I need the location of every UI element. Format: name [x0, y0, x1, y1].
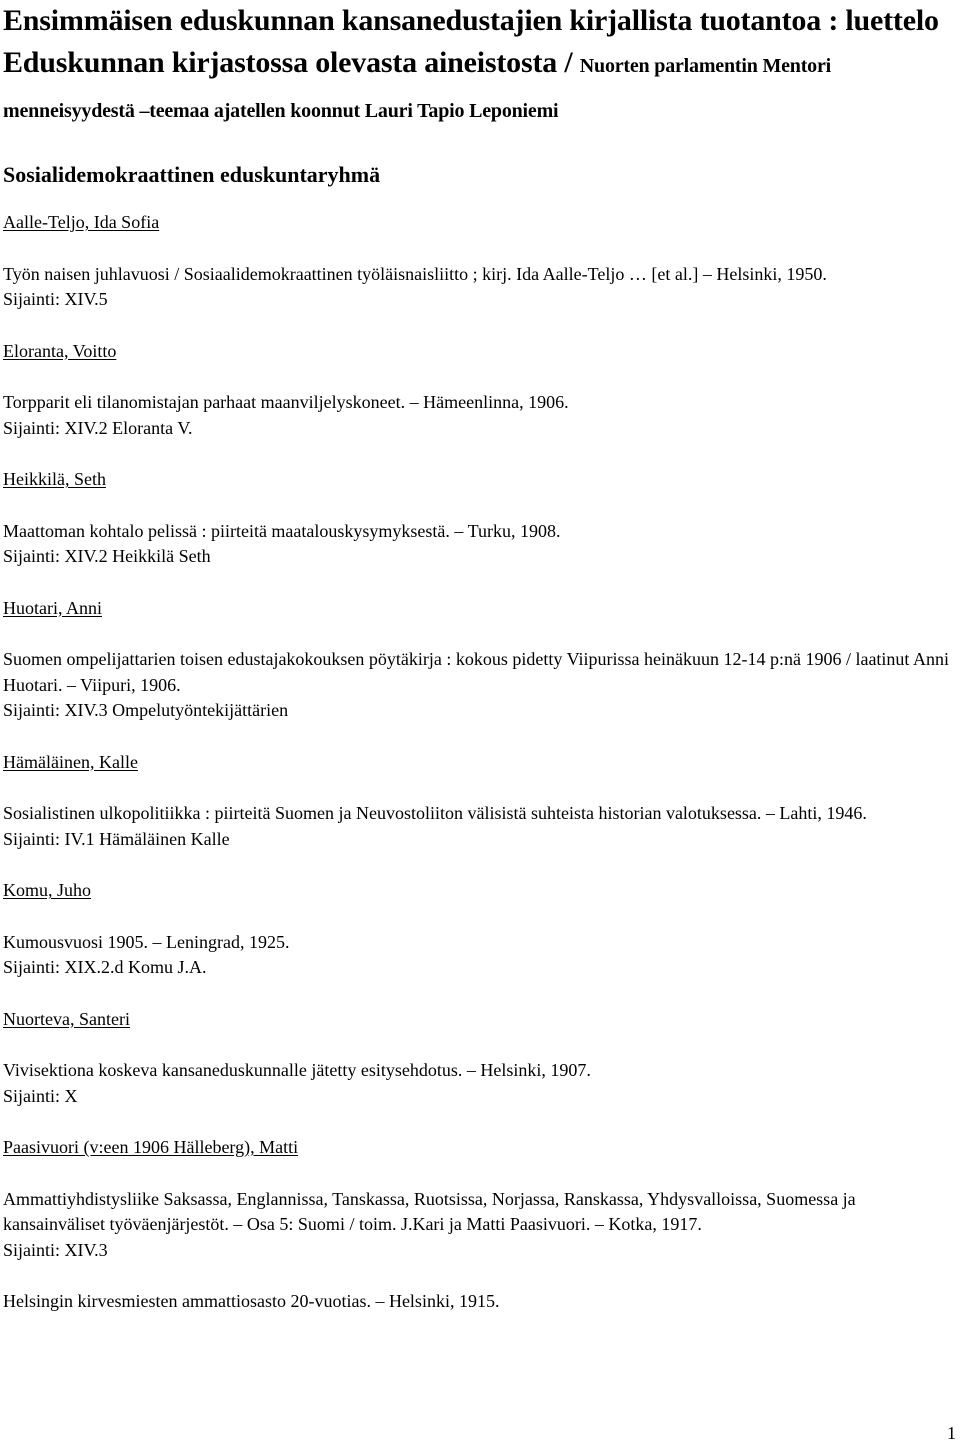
author-link[interactable]: Aalle-Teljo, Ida Sofia: [3, 212, 160, 232]
title-main: Ensimmäisen eduskunnan kansanedustajien kirjallista tuotantoa : luettelo Eduskunnan kirjastossa olevasta aineistosta /: [3, 4, 939, 79]
author-link[interactable]: Komu, Juho: [3, 880, 92, 900]
entry-location: Sijainti: XIV.2 Eloranta V.: [3, 417, 193, 438]
author-link[interactable]: Nuorteva, Santeri: [3, 1008, 130, 1029]
entry-location: Sijainti: IV.1 Hämäläinen Kalle: [3, 828, 230, 849]
entry-text: Sosialistinen ulkopolitiikka : piirteitä Suomen ja Neuvostoliiton välisistä suhteista historian valotuksessa. – Lahti, 1946.: [3, 803, 867, 823]
list-item: [3, 1187, 956, 1264]
entry-location: Sijainti: XIV.2 Heikkilä Seth: [3, 546, 211, 566]
list-item: [3, 647, 956, 724]
entry-text: Kumousvuosi 1905. – Leningrad, 1925.: [3, 931, 290, 952]
list-item: [3, 262, 956, 313]
entry-text: Vivisektiona koskeva kansaneduskunnalle jätetty esitysehdotus. – Helsinki, 1907.: [3, 1060, 591, 1080]
entry-text: Työn naisen juhlavuosi / Sosiaalidemokraattinen työläisnaisliitto ; kirj. Ida Aalle-Teljo … [et al.] – Helsinki, 1950.: [3, 263, 827, 284]
group-heading: Sosialidemokraattinen eduskuntaryhmä: [3, 162, 381, 187]
entry-location: Sijainti: X: [3, 1085, 78, 1106]
author-link[interactable]: Eloranta, Voitto: [3, 340, 117, 361]
author-link[interactable]: Hämäläinen, Kalle: [3, 751, 138, 772]
entry-list: [3, 210, 956, 1315]
page-number: 1: [947, 1423, 956, 1443]
list-item: [3, 930, 956, 981]
list-item: [3, 390, 956, 441]
list-item: [3, 1058, 956, 1109]
list-item: [3, 801, 956, 852]
title-subtitle: Nuorten parlamentin Mentori menneisyydestä –teemaa ajatellen koonnut Lauri Tapio Leponiemi: [3, 55, 832, 122]
author-link[interactable]: Huotari, Anni: [3, 597, 102, 618]
entry-text: Helsingin kirvesmiesten ammattiosasto 20-vuotias. – Helsinki, 1915.: [3, 1291, 500, 1311]
document-title: [3, 0, 956, 132]
list-item: [3, 1289, 956, 1315]
author-link[interactable]: Heikkilä, Seth: [3, 469, 106, 489]
entry-location: Sijainti: XIX.2.d Komu J.A.: [3, 957, 207, 977]
entry-text: Maattoman kohtalo pelissä : piirteitä maatalouskysymyksestä. – Turku, 1908.: [3, 520, 561, 541]
entry-location: Sijainti: XIV.3: [3, 1239, 108, 1260]
entry-text: Ammattiyhdistysliike Saksassa, Englannissa, Tanskassa, Ruotsissa, Norjassa, Ranskassa, Yhdysvalloissa, Suomessa ja kansainväliset työväenjärjestöt. – Osa 5: Suomi / toim. J.Kari ja Matti Paasivuori. – Kotka, 1917.: [3, 1188, 856, 1234]
entry-text: Torpparit eli tilanomistajan parhaat maanviljelyskoneet. – Hämeenlinna, 1906.: [3, 392, 569, 412]
entry-location: Sijainti: XIV.5: [3, 289, 108, 309]
list-item: [3, 519, 956, 570]
entry-location: Sijainti: XIV.3 Ompelutyöntekijättärien: [3, 700, 289, 720]
entry-text: Suomen ompelijattarien toisen edustajakokouksen pöytäkirja : kokous pidetty Viipurissa heinäkuun 12-14 p:nä 1906 / laatinut Anni Huotari. – Viipuri, 1906.: [3, 649, 949, 695]
author-link[interactable]: Paasivuori (v:een 1906 Hälleberg), Matti: [3, 1137, 299, 1157]
